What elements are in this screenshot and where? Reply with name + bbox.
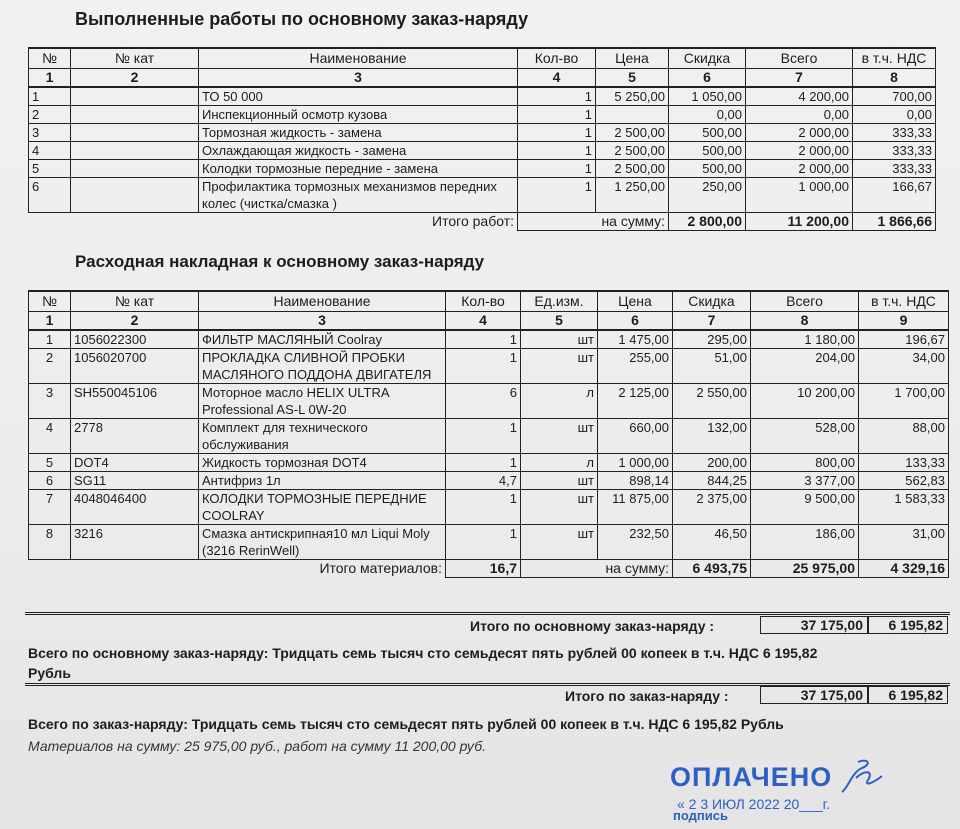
order-words: Всего по заказ-наряду: Тридцать семь тысяч сто семьдесят пять рублей 00 копеек в т.ч. НДС 6 195,82 Рубль xyxy=(28,716,784,732)
materials-total-row xyxy=(29,560,949,578)
table-cell: 232,50 xyxy=(598,525,673,560)
table-cell: л xyxy=(521,384,598,419)
table-cell: 562,83 xyxy=(859,472,949,490)
table-cell: 3 377,00 xyxy=(751,472,859,490)
table-row xyxy=(29,178,936,213)
column-header: № xyxy=(29,48,71,69)
table-cell: 5 xyxy=(29,454,71,472)
materials-total-qty: 16,7 xyxy=(446,560,521,578)
table-cell: Моторное масло HELIX ULTRA Professional AS-L 0W-20 xyxy=(199,384,446,419)
paid-stamp xyxy=(670,762,833,823)
table-cell: 4048046400 xyxy=(71,490,199,525)
table-cell: 700,00 xyxy=(853,87,936,106)
stamp-text: ОПЛАЧЕНО xyxy=(670,762,833,792)
column-header: в т.ч. НДС xyxy=(853,48,936,69)
table-cell xyxy=(71,178,199,213)
materials-title: Расходная накладная к основному заказ-наряду xyxy=(75,252,485,271)
main-order-words-currency: Рубль xyxy=(28,665,71,681)
table-cell: 1 xyxy=(518,124,596,142)
table-cell: 4 xyxy=(29,142,71,160)
table-cell: 800,00 xyxy=(751,454,859,472)
table-cell: 295,00 xyxy=(673,330,751,349)
table-cell: 2 xyxy=(29,349,71,384)
column-number-row xyxy=(29,69,936,88)
table-cell: 500,00 xyxy=(669,160,746,178)
table-cell: 333,33 xyxy=(853,124,936,142)
table-cell: Колодки тормозные передние - замена xyxy=(199,160,518,178)
column-header: Наименование xyxy=(199,48,518,69)
table-cell: 500,00 xyxy=(669,142,746,160)
column-number: 4 xyxy=(446,312,521,331)
column-number: 5 xyxy=(596,69,669,88)
column-number: 3 xyxy=(199,312,446,331)
table-cell: Комплект для технического обслуживания xyxy=(199,419,446,454)
order-total-sum: 37 175,00 xyxy=(760,686,868,704)
table-cell: 3216 xyxy=(71,525,199,560)
table-cell xyxy=(71,160,199,178)
table-row xyxy=(29,160,936,178)
table-cell: 6 xyxy=(29,472,71,490)
table-cell: Тормозная жидкость - замена xyxy=(199,124,518,142)
works-sum-label: на сумму: xyxy=(518,213,669,231)
stamp-date: « 2 3 ИЮЛ 2022 20___г. xyxy=(677,796,830,812)
table-cell: DOT4 xyxy=(71,454,199,472)
table-cell: 1 250,00 xyxy=(596,178,669,213)
table-cell: 333,33 xyxy=(853,142,936,160)
works-total-label: Итого работ: xyxy=(432,213,514,229)
works-table xyxy=(28,47,936,231)
column-number: 7 xyxy=(673,312,751,331)
table-cell: 1056022300 xyxy=(71,330,199,349)
table-cell: шт xyxy=(521,472,598,490)
works-total-vat: 1 866,66 xyxy=(853,213,936,231)
table-cell: 8 xyxy=(29,525,71,560)
main-order-words: Всего по основному заказ-наряду: Тридцать семь тысяч сто семьдесят пять рублей 00 копеек в т.ч. НДС 6 195,82 xyxy=(28,645,818,661)
table-cell: шт xyxy=(521,330,598,349)
column-header: Ед.изм. xyxy=(521,291,598,312)
table-cell: SG11 xyxy=(71,472,199,490)
table-cell: 333,33 xyxy=(853,160,936,178)
materials-total-sum: 25 975,00 xyxy=(751,560,859,578)
divider xyxy=(25,612,950,615)
materials-total-vat: 4 329,16 xyxy=(859,560,949,578)
table-cell: 196,67 xyxy=(859,330,949,349)
table-cell: 1 700,00 xyxy=(859,384,949,419)
table-cell: 4,7 xyxy=(446,472,521,490)
table-cell: 2 550,00 xyxy=(673,384,751,419)
works-total-row xyxy=(29,213,936,231)
table-row xyxy=(29,349,949,384)
table-cell: 1 xyxy=(518,106,596,124)
table-cell: 2 375,00 xyxy=(673,490,751,525)
table-cell: 7 xyxy=(29,490,71,525)
table-cell xyxy=(71,106,199,124)
table-cell: 2 000,00 xyxy=(746,124,853,142)
table-cell: шт xyxy=(521,349,598,384)
table-cell: 1 180,00 xyxy=(751,330,859,349)
order-total-vat: 6 195,82 xyxy=(868,686,948,704)
table-row xyxy=(29,87,936,106)
main-order-total-label: Итого по основному заказ-наряду : xyxy=(470,618,715,634)
column-number: 3 xyxy=(199,69,518,88)
column-header: № кат xyxy=(71,48,199,69)
table-cell: 204,00 xyxy=(751,349,859,384)
materials-table xyxy=(28,290,949,578)
column-number: 8 xyxy=(853,69,936,88)
column-number: 1 xyxy=(29,312,71,331)
header-row xyxy=(29,291,949,312)
column-header: Скидка xyxy=(673,291,751,312)
table-cell xyxy=(71,142,199,160)
header-row xyxy=(29,48,936,69)
table-cell: 2 125,00 xyxy=(598,384,673,419)
table-cell xyxy=(71,124,199,142)
table-row xyxy=(29,472,949,490)
table-cell: 6 xyxy=(29,178,71,213)
table-cell: 1 050,00 xyxy=(669,87,746,106)
table-cell: 2 500,00 xyxy=(596,160,669,178)
column-number-row xyxy=(29,312,949,331)
table-cell: 51,00 xyxy=(673,349,751,384)
column-header: Цена xyxy=(596,48,669,69)
table-row xyxy=(29,419,949,454)
table-cell: шт xyxy=(521,490,598,525)
table-cell: SH550045106 xyxy=(71,384,199,419)
column-number: 6 xyxy=(598,312,673,331)
table-cell: 1 xyxy=(29,87,71,106)
main-order-total-sum: 37 175,00 xyxy=(760,616,868,634)
table-cell: 1 583,33 xyxy=(859,490,949,525)
column-number: 2 xyxy=(71,69,199,88)
column-number: 2 xyxy=(71,312,199,331)
table-cell: Охлаждающая жидкость - замена xyxy=(199,142,518,160)
table-cell: КОЛОДКИ ТОРМОЗНЫЕ ПЕРЕДНИЕ COOLRAY xyxy=(199,490,446,525)
breakdown: Материалов на сумму: 25 975,00 руб., работ на сумму 11 200,00 руб. xyxy=(28,738,486,754)
table-cell: 132,00 xyxy=(673,419,751,454)
table-cell: 1 000,00 xyxy=(746,178,853,213)
table-cell: 2778 xyxy=(71,419,199,454)
table-cell: 1 xyxy=(446,419,521,454)
column-header: № кат xyxy=(71,291,199,312)
column-number: 9 xyxy=(859,312,949,331)
table-cell: 528,00 xyxy=(751,419,859,454)
table-cell: 1 xyxy=(518,160,596,178)
works-total-sum: 11 200,00 xyxy=(746,213,853,231)
column-header: Цена xyxy=(598,291,673,312)
column-header: Всего xyxy=(746,48,853,69)
table-cell: 500,00 xyxy=(669,124,746,142)
table-cell: 255,00 xyxy=(598,349,673,384)
table-row xyxy=(29,454,949,472)
table-cell: шт xyxy=(521,419,598,454)
column-header: Скидка xyxy=(669,48,746,69)
table-cell: 2 000,00 xyxy=(746,160,853,178)
table-cell: 5 250,00 xyxy=(596,87,669,106)
table-cell: 2 500,00 xyxy=(596,142,669,160)
table-row xyxy=(29,384,949,419)
table-cell: 0,00 xyxy=(746,106,853,124)
table-cell: 1 xyxy=(518,178,596,213)
main-order-total-vat: 6 195,82 xyxy=(868,616,948,634)
table-cell: Антифриз 1л xyxy=(199,472,446,490)
table-cell: 133,33 xyxy=(859,454,949,472)
table-cell: 3 xyxy=(29,384,71,419)
table-cell: 1 xyxy=(518,142,596,160)
column-number: 4 xyxy=(518,69,596,88)
table-cell: 844,25 xyxy=(673,472,751,490)
table-cell: 9 500,00 xyxy=(751,490,859,525)
table-cell: 1 xyxy=(446,525,521,560)
table-cell: 1 xyxy=(446,330,521,349)
column-header: Кол-во xyxy=(446,291,521,312)
table-cell: 88,00 xyxy=(859,419,949,454)
table-cell: 10 200,00 xyxy=(751,384,859,419)
table-cell: Инспекционный осмотр кузова xyxy=(199,106,518,124)
materials-total-label: Итого материалов: xyxy=(319,560,442,576)
table-cell: Смазка антискрипная10 мл Liqui Moly (3216 RerinWell) xyxy=(199,525,446,560)
column-number: 8 xyxy=(751,312,859,331)
table-cell: Жидкость тормозная DOT4 xyxy=(199,454,446,472)
table-cell: Профилактика тормозных механизмов передних колес (чистка/смазка ) xyxy=(199,178,518,213)
table-cell: 46,50 xyxy=(673,525,751,560)
table-row xyxy=(29,490,949,525)
table-cell: 31,00 xyxy=(859,525,949,560)
column-number: 5 xyxy=(521,312,598,331)
works-title: Выполненные работы по основному заказ-наряду xyxy=(75,9,529,29)
column-number: 1 xyxy=(29,69,71,88)
table-cell: 4 200,00 xyxy=(746,87,853,106)
works-total-discount: 2 800,00 xyxy=(669,213,746,231)
column-header: № xyxy=(29,291,71,312)
table-cell: 1 xyxy=(446,349,521,384)
table-cell: 1 xyxy=(29,330,71,349)
table-cell: 250,00 xyxy=(669,178,746,213)
signature-icon xyxy=(838,758,888,798)
table-cell: шт xyxy=(521,525,598,560)
table-cell: 1 xyxy=(518,87,596,106)
table-cell: ФИЛЬТР МАСЛЯНЫЙ Coolray xyxy=(199,330,446,349)
table-cell: 34,00 xyxy=(859,349,949,384)
column-header: Всего xyxy=(751,291,859,312)
materials-total-discount: 6 493,75 xyxy=(673,560,751,578)
table-cell: 0,00 xyxy=(669,106,746,124)
table-cell: 4 xyxy=(29,419,71,454)
table-cell: 660,00 xyxy=(598,419,673,454)
table-cell: 200,00 xyxy=(673,454,751,472)
table-cell: 2 500,00 xyxy=(596,124,669,142)
table-cell: 5 xyxy=(29,160,71,178)
table-cell: 1 000,00 xyxy=(598,454,673,472)
table-cell: 1 xyxy=(446,490,521,525)
table-row xyxy=(29,106,936,124)
table-row xyxy=(29,124,936,142)
table-row xyxy=(29,330,949,349)
table-cell: 2 xyxy=(29,106,71,124)
table-cell xyxy=(71,87,199,106)
table-cell: 1 xyxy=(446,454,521,472)
table-cell: 166,67 xyxy=(853,178,936,213)
table-cell: 11 875,00 xyxy=(598,490,673,525)
column-header: в т.ч. НДС xyxy=(859,291,949,312)
table-cell: 2 000,00 xyxy=(746,142,853,160)
table-cell: 898,14 xyxy=(598,472,673,490)
order-total-label: Итого по заказ-наряду : xyxy=(565,688,729,704)
table-row xyxy=(29,142,936,160)
materials-sum-label: на сумму: xyxy=(521,560,673,578)
column-number: 7 xyxy=(746,69,853,88)
table-row xyxy=(29,525,949,560)
table-cell: 1 475,00 xyxy=(598,330,673,349)
table-cell: 1056020700 xyxy=(71,349,199,384)
column-header: Наименование xyxy=(199,291,446,312)
stamp-signature-label: подпись xyxy=(673,808,728,823)
table-cell: ПРОКЛАДКА СЛИВНОЙ ПРОБКИ МАСЛЯНОГО ПОДДОНА ДВИГАТЕЛЯ xyxy=(199,349,446,384)
table-cell: 186,00 xyxy=(751,525,859,560)
table-cell: 0,00 xyxy=(853,106,936,124)
column-header: Кол-во xyxy=(518,48,596,69)
table-cell: ТО 50 000 xyxy=(199,87,518,106)
table-cell: л xyxy=(521,454,598,472)
table-cell: 3 xyxy=(29,124,71,142)
table-cell xyxy=(596,106,669,124)
table-cell: 6 xyxy=(446,384,521,419)
column-number: 6 xyxy=(669,69,746,88)
